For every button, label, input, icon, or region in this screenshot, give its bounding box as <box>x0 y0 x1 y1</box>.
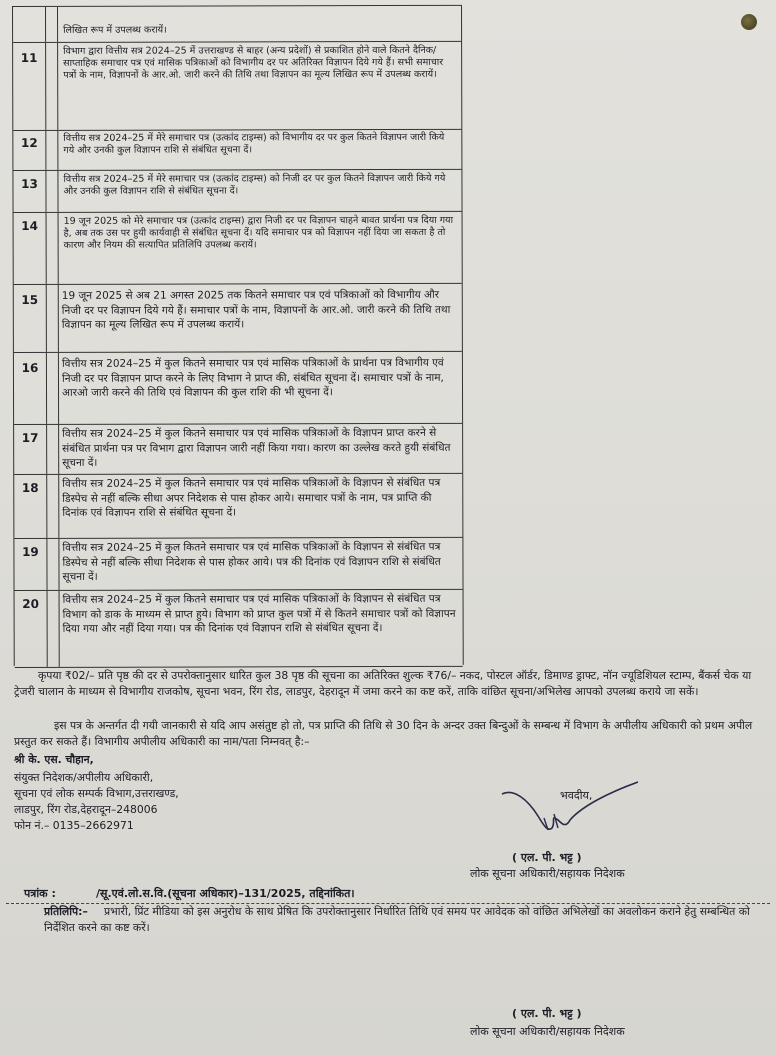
signature-image <box>500 770 640 840</box>
row-number: 13 <box>21 176 38 191</box>
row-number: 18 <box>21 480 39 495</box>
row-text: वित्तीय सत्र 2024–25 में मेरे समाचार पत्र (उत्कांद टाइम्स) को निजी दर पर कुल कितने विज्ञापन जारी किये गये और उनकी कुल विज्ञापन राशि से संबंधित सूचना दें। <box>63 172 446 197</box>
appellate-address <box>14 770 334 834</box>
row-text: वित्तीय सत्र 2024–25 में कुल कितने समाचार पत्र एवं मासिक पत्रिकाओं के विज्ञापन से संबंधित पत्र विभाग को डाक के माध्यम से प्राप्त हुये। विभाग को प्राप्त कुल पत्रों में से कितने समाचार पत्रों को विज्ञापन दिया गया और नहीं दिया गया। पत्र की दिनांक एवं विज्ञापन राशि से संबंधित सूचना दें। <box>62 592 456 636</box>
row-number: 11 <box>20 50 38 65</box>
row-text: वित्तीय सत्र 2024–25 में कुल कितने समाचार पत्र एवं मासिक पत्रिकाओं के विज्ञापन से संबंधित पत्र डिस्पेच से नहीं बल्कि सीधा निदेशक से पास होकर आये। पत्र की दिनांक एवं विज्ञापन राशि से संबंधित सूचना दें। <box>62 540 441 584</box>
reference-label: पत्रांक : <box>24 887 56 900</box>
table-row <box>14 283 462 352</box>
row-text: वित्तीय सत्र 2024–25 में मेरे समाचार पत्र (उत्कांद टाइम्स) को विभागीय दर पर कुल कितने विज्ञापन जारी किये गये और उनकी कुल विज्ञापन राशि से संबंधित सूचना दें। <box>63 131 445 156</box>
address-line: लाडपुर, रिंग रोड,देहरादून–248006 <box>14 803 158 816</box>
appeal-paragraph: इस पत्र के अन्तर्गत दी गयी जानकारी से यदि आप असंतुष्ट हो तो, पत्र प्राप्ति की तिथि से 30 दिन के अन्दर उक्त बिन्दुओं के सम्बन्ध में विभाग के अपीलीय अधिकारी को प्रथम अपील प्रस्तुत कर सकते हैं। विभागीय अपीलीय अधिकारी का नाम/पता निम्नवत् है:– <box>14 719 753 748</box>
row-number: 14 <box>21 218 38 233</box>
officer-designation: लोक सूचना अधिकारी/सहायक निदेशक <box>470 867 625 880</box>
table-row <box>14 473 462 538</box>
appellate-name: श्री के. एस. चौहान, <box>14 753 94 766</box>
officer-designation-2: लोक सूचना अधिकारी/सहायक निदेशक <box>470 1025 625 1038</box>
table-row <box>13 169 461 212</box>
officer-name: ( एल. पी. भट्ट ) <box>512 851 582 864</box>
table-row <box>13 5 461 42</box>
info-table <box>12 5 464 666</box>
row-number: 17 <box>21 430 39 445</box>
row-number: 19 <box>22 544 39 559</box>
row-text: 19 जून 2025 से अब 21 अगस्त 2025 तक कितने समाचार पत्र एवं पत्रिकाओं को विभागीय और निजी दर पर विज्ञापन दिये गये हैं। समाचार पत्रों के नाम, विज्ञापनों के आर.ओ. जारी करने की तिथि तथा विज्ञापन का मूल्य लिखित रूप में उपलब्ध करायें। <box>61 288 451 332</box>
row-text: 19 जून 2025 को मेरे समाचार पत्र (उत्कांद टाइम्स) द्वारा निजी दर पर विज्ञापन चाहने बावत प्रार्थना पत्र दिया गया है, अब तक उस पर हुयी कार्यवाही से संबंधित सूचना दें। यदि समाचार पत्र को विज्ञापन नहीं दिया जा सकता है तो कारण और नियम की सत्यापित प्रतिलिपि उपलब्ध करायें। <box>63 214 454 251</box>
table-row <box>13 129 461 170</box>
row-text: लिखित रूप में उपलब्ध करायें। <box>63 24 167 36</box>
copy-text: प्रभारी, प्रिंट मीडिया को इस अनुरोध के साथ प्रेषित कि उपरोक्तानुसार निर्धारित तिथि एवं समय पर आवेदक को वांछित अभिलेखों का अवलोकन कराने हेतु सम्बन्धित को निर्देशित करने का कष्ट करें। <box>44 905 750 934</box>
address-line: फोन नं.– 0135–2662971 <box>14 819 134 832</box>
row-text: वित्तीय सत्र 2024–25 में कुल कितने समाचार पत्र एवं मासिक पत्रिकाओं के विज्ञापन से संबंधित पत्र डिस्पेच से नहीं बल्कि सीधा अपर निदेशक से पास होकर आये। समाचार पत्रों के नाम, पत्र प्राप्ति की दिनांक एवं विज्ञापन राशि से संबंधित सूचना दें। <box>62 476 441 520</box>
address-line: सूचना एवं लोक सम्पर्क विभाग,उत्तराखण्ड, <box>14 787 179 800</box>
table-row <box>14 211 462 284</box>
officer-name-2: ( एल. पी. भट्ट ) <box>512 1007 582 1020</box>
copy-label: प्रतिलिपि:– <box>44 905 88 918</box>
table-row <box>15 589 463 668</box>
row-text: वित्तीय सत्र 2024–25 में कुल कितने समाचार पत्र एवं मासिक पत्रिकाओं के विज्ञापन प्राप्त करने से संबंधित प्रार्थना पत्र पर विभाग द्वारा विज्ञापन जारी नहीं किया गया। कारण का उल्लेख करते हुयी संबंधित सूचना दें। <box>62 426 451 470</box>
row-number: 15 <box>21 292 39 307</box>
table-row <box>14 537 462 590</box>
row-number: 12 <box>20 135 38 150</box>
row-text: वित्तीय सत्र 2024–25 में कुल कितने समाचार पत्र एवं मासिक पत्रिकाओं के प्रार्थना पत्र विभागीय एवं निजी दर पर विज्ञापन प्राप्त करने के लिए विभाग ने प्राप्त की, संबंधित सूचना दें। समाचार पत्रों के नाम, आरओ जारी करने की तिथि एवं विज्ञापन की कुल राशि की भी सूचना दें। <box>61 356 444 400</box>
pin-mark <box>741 14 757 30</box>
table-row <box>13 41 461 130</box>
reference-number: /सू.एवं.लो.स.वि.(सूचना अधिकार)–131/2025, तद्दिनांकित। <box>96 887 355 900</box>
table-row <box>14 423 462 474</box>
row-text: विभाग द्वारा वित्तीय सत्र 2024–25 में उत्तराखण्ड से बाहर (अन्य प्रदेशों) से प्रकाशित होने वाले कितने दैनिक/साप्ताहिक समाचार पत्र एवं मासिक पत्रिकाओं को विभागीय दर पर अतिरिक्त विज्ञापन दिये गये हैं। सभी समाचार पत्रों के नाम, विज्ञापनों के आर.ओ. जारी करने की तिथि तथा विज्ञापन का मूल्य लिखित रूप में उपलब्ध करायें। <box>63 44 444 81</box>
row-number: 20 <box>22 596 39 611</box>
table-row <box>14 351 462 424</box>
fee-paragraph: कृपया ₹02/– प्रति पृष्ठ की दर से उपरोक्तानुसार धारित कुल 38 पृष्ठ की सूचना का अतिरिक्त शुल्क ₹76/– नकद, पोस्टल ऑर्डर, डिमाण्ड ड्राफ्ट, नॉन ज्यूडिशियल स्टाम्प, बैंकर्स चेक या ट्रेजरी चालान के माध्यम से विभागीय राजकोष, सूचना भवन, रिंग रोड, लाडपुर, देहरादून में जमा करने का कष्ट करें, ताकि वांछित सूचना/अभिलेख आपको उपलब्ध कराये जा सकें। <box>14 669 752 698</box>
address-line: संयुक्त निदेशक/अपीलीय अधिकारी, <box>14 771 154 784</box>
yours-faithfully: भवदीय, <box>560 789 593 802</box>
row-number: 16 <box>21 360 39 375</box>
